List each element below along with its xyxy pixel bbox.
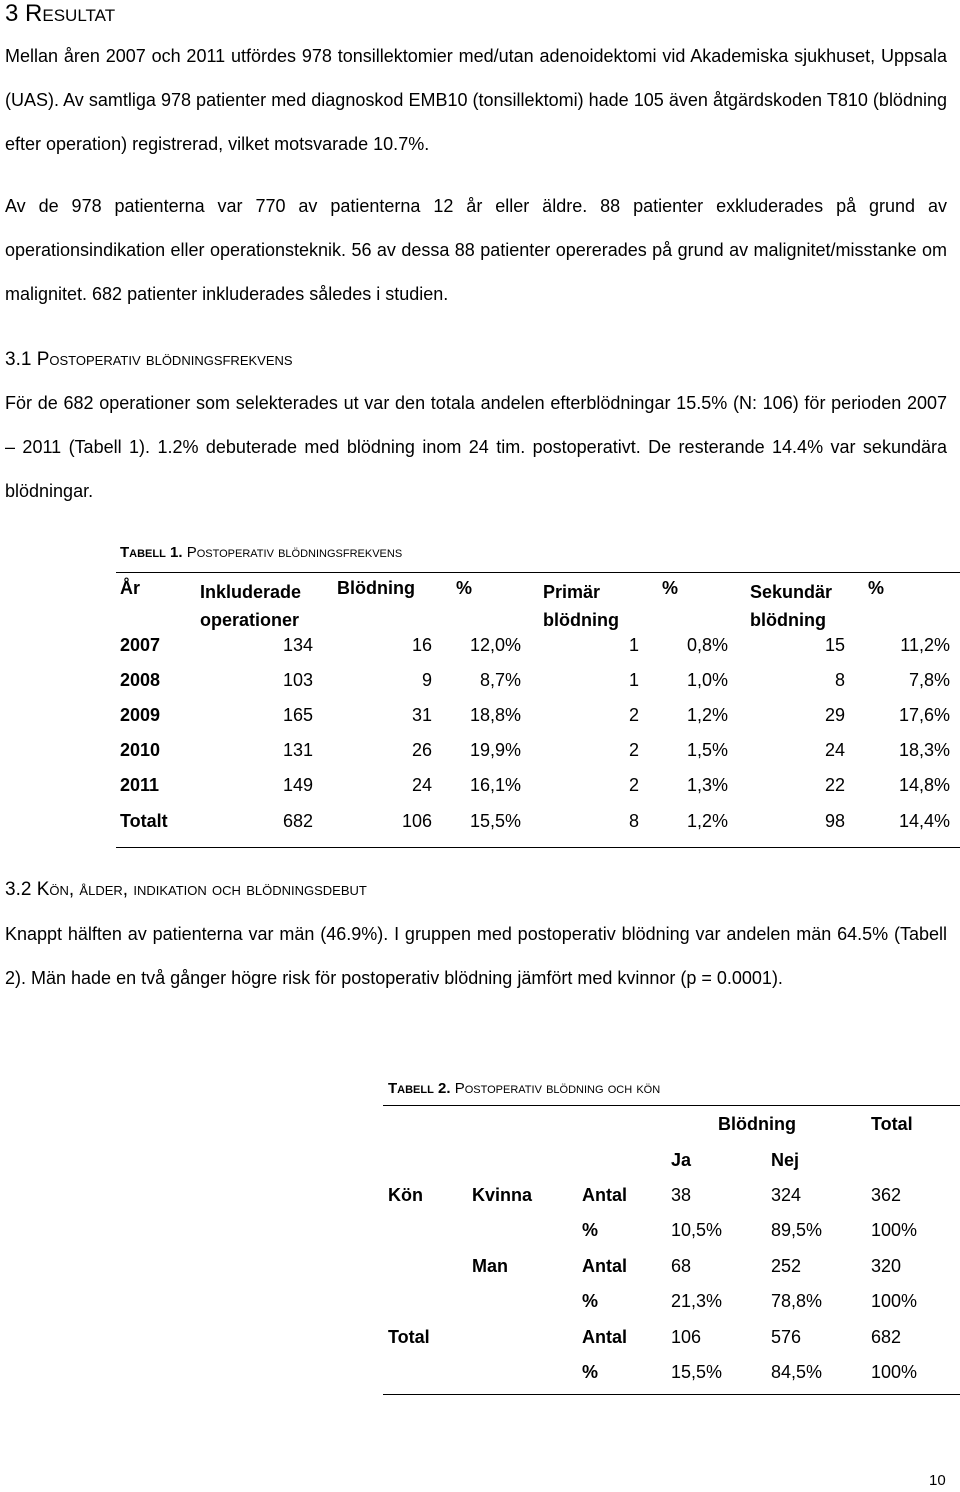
- table1-header-bleeding: Blödning: [337, 578, 415, 598]
- table1-cell-secondary: 22: [824, 775, 845, 795]
- section-number: 3: [5, 0, 19, 27]
- table1-cell-bleeding: 9: [421, 670, 432, 690]
- table1-cell-pct-primary: 1,0%: [686, 670, 728, 690]
- table2-caption-label: Tabell 2.: [388, 1080, 451, 1097]
- table1-caption: [120, 543, 402, 563]
- table1-header-year: År: [120, 578, 141, 598]
- table1-bottom-rule: [116, 847, 960, 848]
- table1-cell-included: 165: [282, 705, 313, 725]
- table1-cell-bleeding: 26: [411, 740, 432, 760]
- table2-cell-ja: 68: [671, 1256, 692, 1276]
- section-title: Kön, ålder, indikation och blödningsdebut: [36, 879, 367, 900]
- table2-cell-ja: 21,3%: [671, 1291, 723, 1311]
- table1-cell-pct-primary: 1,5%: [686, 740, 728, 760]
- table2-cell-ja: 38: [671, 1185, 692, 1205]
- table1-cell-year: 2009: [120, 705, 161, 725]
- table1-header-pct-bleeding: %: [456, 578, 473, 598]
- table2-header-total: Total: [871, 1114, 913, 1134]
- table1-cell-pct-secondary: 14,4%: [898, 811, 950, 831]
- table1-caption-title: Postoperativ blödningsfrekvens: [186, 544, 403, 561]
- table2-cell-measure: %: [582, 1362, 599, 1382]
- table2-cell-measure: Antal: [582, 1185, 627, 1205]
- section-title: Resultat: [25, 0, 116, 27]
- table2-cell-total: 320: [871, 1256, 902, 1276]
- table1-cell-pct-bleeding: 15,5%: [469, 811, 521, 831]
- table1-cell-included: 682: [282, 811, 313, 831]
- table1-cell-pct-bleeding: 18,8%: [469, 705, 521, 725]
- table2-header-bleeding: Blödning: [718, 1114, 796, 1134]
- table1-header-secondary: Sekundär blödning: [750, 582, 833, 630]
- table1-cell-bleeding: 24: [411, 775, 432, 795]
- page-number: 10: [929, 1472, 946, 1489]
- table1-cell-pct-bleeding: 8,7%: [479, 670, 521, 690]
- results-paragraph-1: Mellan åren 2007 och 2011 utfördes 978 tonsillektomier med/utan adenoidektomi vid Akademiska sjukhuset, Uppsala (UAS). Av samtliga 978 patienter med diagnoskod EMB10 (tonsillektomi) hade 105 även åtgärdskoden T810 (blödning efter operation) registrerad, vilket motsvarade 10.7%.: [5, 46, 947, 154]
- table2-caption: [388, 1079, 660, 1099]
- table1-cell-secondary: 98: [824, 811, 845, 831]
- table1-cell-primary: 2: [628, 740, 639, 760]
- table2-caption-title: Postoperativ blödning och kön: [454, 1080, 661, 1097]
- results-paragraph-4: Knappt hälften av patienterna var män (46.9%). I gruppen med postoperativ blödning var andelen män 64.5% (Tabell 2). Män hade en två gånger högre risk för postoperativ blödning jämfört med kvinnor (p = 0.0001).: [5, 924, 947, 988]
- table1-cell-year: 2008: [120, 670, 161, 690]
- table1-cell-bleeding: 106: [401, 811, 432, 831]
- table2-header-ja: Ja: [671, 1150, 692, 1170]
- section-heading-3-2: [5, 878, 367, 902]
- table1-cell-secondary: 24: [824, 740, 845, 760]
- table2-cell-total: 362: [871, 1185, 902, 1205]
- table2-cell-nej: 84,5%: [771, 1362, 823, 1382]
- table1-cell-secondary: 29: [824, 705, 845, 725]
- table2-cell-nej: 324: [771, 1185, 802, 1205]
- table2-cell-nej: 89,5%: [771, 1220, 823, 1240]
- table1-cell-year: 2007: [120, 635, 161, 655]
- table1-cell-pct-secondary: 11,2%: [900, 635, 950, 655]
- table1-cell-pct-bleeding: 19,9%: [469, 740, 521, 760]
- table1-cell-secondary: 15: [824, 635, 845, 655]
- table2-cell-total: 100%: [871, 1220, 918, 1240]
- table1-cell-included: 131: [282, 740, 313, 760]
- table1-cell-year: Totalt: [120, 811, 168, 831]
- table1-cell-included: 149: [282, 775, 313, 795]
- table2-cell-measure: Antal: [582, 1327, 627, 1347]
- table2-cell-nej: 252: [771, 1256, 802, 1276]
- table2-cell-group: Total: [388, 1327, 430, 1347]
- table1-top-rule: [116, 572, 960, 573]
- table2-cell-total: 100%: [871, 1362, 918, 1382]
- results-paragraph-2: Av de 978 patienterna var 770 av patienterna 12 år eller äldre. 88 patienter exkluderades på grund av operationsindikation eller operationsteknik. 56 av dessa 88 patienter opererades på grund av malignitet/misstanke om malignitet. 682 patienter inkluderades således i studien.: [5, 196, 947, 304]
- table2-cell-sex: Kvinna: [472, 1185, 533, 1205]
- table1-cell-pct-secondary: 17,6%: [898, 705, 950, 725]
- table1-header-pct-primary: %: [662, 578, 679, 598]
- table1-cell-primary: 2: [628, 705, 639, 725]
- section-number: 3.1: [5, 349, 32, 370]
- table1-cell-pct-secondary: 18,3%: [898, 740, 950, 760]
- table1-header-primary: Primär blödning: [543, 582, 619, 630]
- table2-bottom-rule: [383, 1394, 960, 1395]
- table1-cell-primary: 1: [628, 635, 639, 655]
- table1-cell-pct-primary: 1,2%: [686, 811, 728, 831]
- table1-cell-included: 134: [282, 635, 313, 655]
- table2-top-rule: [383, 1105, 960, 1106]
- table2-cell-ja: 10,5%: [671, 1220, 723, 1240]
- table1-cell-year: 2010: [120, 740, 161, 760]
- table2-header-nej: Nej: [771, 1150, 800, 1170]
- table1-cell-bleeding: 31: [411, 705, 432, 725]
- table1-header-included: Inkluderade operationer: [200, 582, 302, 630]
- table1-caption-label: Tabell 1.: [120, 544, 183, 561]
- table2-cell-group: Kön: [388, 1185, 423, 1205]
- table1-cell-year: 2011: [120, 775, 160, 795]
- section-heading-3-1: [5, 348, 293, 372]
- table1-cell-primary: 1: [628, 670, 639, 690]
- section-title: Postoperativ blödningsfrekvens: [36, 349, 293, 370]
- table1-header-pct-secondary: %: [868, 578, 885, 598]
- table1-cell-pct-bleeding: 12,0%: [469, 635, 521, 655]
- table2-cell-total: 100%: [871, 1291, 918, 1311]
- section-heading-3: [5, 0, 115, 28]
- table2-cell-total: 682: [871, 1327, 902, 1347]
- table1-cell-pct-primary: 1,2%: [686, 705, 728, 725]
- section-number: 3.2: [5, 879, 32, 900]
- results-paragraph-3: För de 682 operationer som selekterades ut var den totala andelen efterblödningar 15.5% (N: 106) för perioden 2007 – 2011 (Tabell 1). 1.2% debuterade med blödning inom 24 tim. postoperativt. De resterande 14.4% var sekundära blödningar.: [5, 393, 947, 501]
- table2-cell-nej: 576: [771, 1327, 802, 1347]
- table1-cell-bleeding: 16: [411, 635, 432, 655]
- table1-cell-pct-secondary: 14,8%: [898, 775, 950, 795]
- table1-cell-secondary: 8: [834, 670, 845, 690]
- table1-cell-primary: 8: [628, 811, 639, 831]
- table2-cell-nej: 78,8%: [771, 1291, 823, 1311]
- table2-cell-measure: Antal: [582, 1256, 627, 1276]
- table2-cell-ja: 15,5%: [671, 1362, 723, 1382]
- table1-cell-pct-primary: 0,8%: [686, 635, 728, 655]
- table2-cell-sex: Man: [472, 1256, 508, 1276]
- table1-cell-pct-bleeding: 16,1%: [469, 775, 521, 795]
- table2-cell-measure: %: [582, 1220, 599, 1240]
- table2-cell-measure: %: [582, 1291, 599, 1311]
- table1-cell-primary: 2: [628, 775, 639, 795]
- table1-cell-pct-primary: 1,3%: [686, 775, 728, 795]
- table1-cell-included: 103: [282, 670, 313, 690]
- table1-cell-pct-secondary: 7,8%: [908, 670, 950, 690]
- table2-cell-ja: 106: [671, 1327, 702, 1347]
